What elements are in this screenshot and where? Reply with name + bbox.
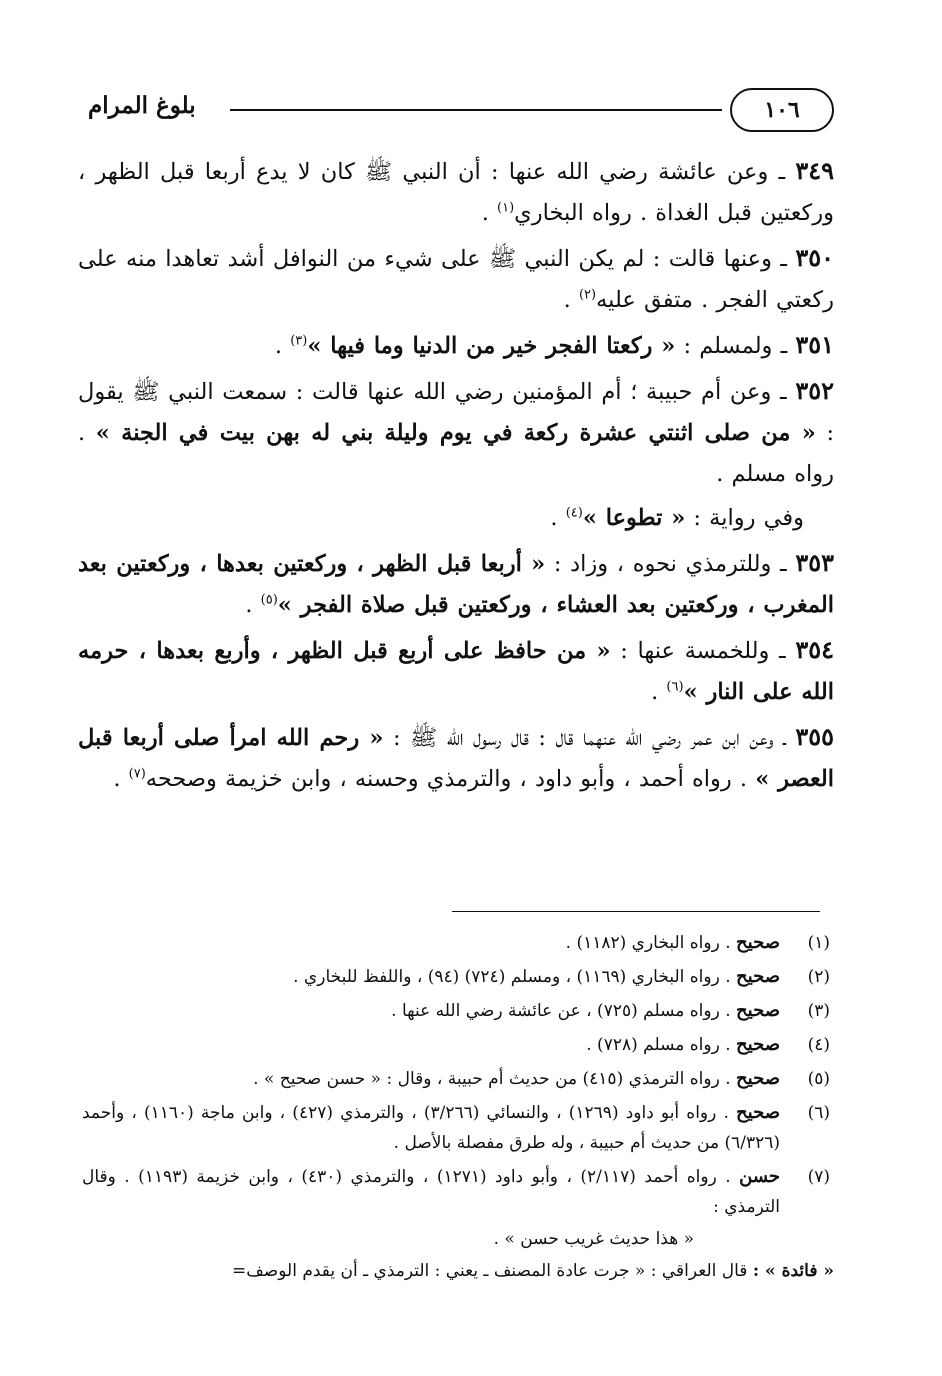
hadith-quote: « رحم الله امرأ صلى أربعا قبل العصر »	[78, 725, 834, 792]
hadith-350: ٣٥٠ ـ وعنها قالت : لم يكن النبي ﷺ على شيء من النوافل أشد تعاهدا منه على ركعتي الفجر . متفق عليه$^{(٢)}$ .	[78, 243, 834, 313]
hadith-suffix: . رواه أحمد ، وأبو داود ، والترمذي وحسنه ، وابن خزيمة وصححه	[145, 766, 748, 792]
hadith-suffix: . رواه مسلم .	[78, 420, 834, 487]
hadith-352-variant: وفي رواية : « تطوعا »$^{(٤)}$ .	[550, 505, 804, 531]
footnote-body: . رواه أبو داود (١٢٦٩) ، والنسائي (٣/٢٦٦) ، والترمذي (٤٢٧) ، وابن ماجة (١١٦٠) ، وأحمد (٦/٣٢٦) من حديث أم حبيبة ، وله طرق مفصلة بالأصل .	[82, 1103, 780, 1153]
hadith-number: ٣٤٩	[795, 156, 834, 185]
footnote-text	[82, 928, 780, 958]
footnote-separator	[452, 911, 820, 912]
hadith-number: ٣٥١	[795, 330, 834, 359]
hadith-body	[78, 150, 834, 803]
hadith-text: ـ وعن عائشة رضي الله عنها : أن النبي ﷺ كان لا يدع أربعا قبل الظهر ، وركعتين قبل الغداة . رواه البخاري	[78, 159, 834, 226]
footnote-number: (٤)	[807, 1035, 830, 1055]
footnote-number: (٥)	[807, 1069, 830, 1089]
footnote-text	[82, 1064, 780, 1094]
footnote-body: . رواه مسلم (٧٢٥) ، عن عائشة رضي الله عنها .	[391, 1001, 731, 1021]
footnote-4	[82, 1030, 834, 1060]
benefit-label: « فائدة » :	[752, 1261, 834, 1281]
footnote-body: . رواه البخاري (١١٦٩) ، ومسلم (٧٢٤) (٩٤) ، واللفظ للبخاري .	[293, 967, 731, 987]
footnote-5	[82, 1064, 834, 1094]
footnote-ref: (٢)	[578, 287, 597, 303]
page-number: ١٠٦	[730, 88, 834, 132]
footnote-6	[82, 1098, 834, 1158]
header-rule	[230, 109, 722, 111]
footnote-2	[82, 962, 834, 992]
footnote-ref: (٣)	[290, 333, 308, 349]
hadith-353: ٣٥٣ ـ وللترمذي نحوه ، وزاد : « أربعا قبل الظهر ، وركعتين بعدها ، وركعتين بعد المغرب ، وركعتين بعد العشاء ، وركعتين قبل صلاة الفجر »$^{(٥)}$ .	[78, 548, 834, 618]
hadith-quote: « من صلى اثنتي عشرة ركعة في يوم وليلة بني له بهن بيت في الجنة »	[95, 420, 816, 446]
footnote-number: (٢)	[807, 967, 830, 987]
footnote-body: . رواه البخاري (١١٨٢) .	[565, 933, 731, 953]
hadith-quote: « من حافظ على أربع قبل الظهر ، وأربع بعدها ، حرمه الله على النار »	[78, 638, 834, 705]
footnote-number: (٣)	[807, 1001, 830, 1021]
hadith-prefix: ـ وللترمذي نحوه ، وزاد :	[553, 551, 787, 577]
footnote-text	[82, 1030, 780, 1060]
hadith-prefix: ـ وللخمسة عنها :	[620, 638, 786, 664]
footnote-number: (٦)	[807, 1103, 830, 1123]
footnote-body: . رواه أحمد (٢/١١٧) ، وأبو داود (١٢٧١) ، والترمذي (٤٣٠) ، وابن خزيمة (١١٩٣) . وقال الترمذي :	[82, 1167, 780, 1217]
footnote-text	[82, 996, 780, 1026]
footnote-grade: صحيح	[736, 932, 780, 953]
benefit-text: قال العراقي : « جرت عادة المصنف ـ يعني : الترمذي ـ أن يقدم الوصف=	[231, 1261, 748, 1281]
hadith-354: ٣٥٤ ـ وللخمسة عنها : « من حافظ على أربع قبل الظهر ، وأربع بعدها ، حرمه الله على النار »$^{(٦)}$ .	[78, 635, 834, 705]
running-title: بلوغ المرام	[88, 92, 196, 119]
footnote-ref: (٥)	[260, 592, 278, 608]
hadith-number: ٣٥٣	[795, 548, 834, 577]
footnote-text	[82, 1162, 780, 1222]
footnote-quote: « هذا حديث غريب حسن » .	[493, 1229, 694, 1249]
variant-quote: « تطوعا »	[582, 505, 686, 531]
footnote-body: . رواه الترمذي (٤١٥) من حديث أم حبيبة ، وقال : « حسن صحيح » .	[253, 1069, 731, 1089]
hadith-text: ـ وعنها قالت : لم يكن النبي ﷺ على شيء من النوافل أشد تعاهدا منه على ركعتي الفجر . متفق عليه	[78, 246, 834, 313]
footnote-grade: صحيح	[736, 1102, 780, 1123]
footnote-grade: صحيح	[736, 1000, 780, 1021]
hadith-number: ٣٥٤	[795, 635, 834, 664]
hadith-prefix: ـ وعن أم حبيبة ؛ أم المؤمنين رضي الله عنها قالت : سمعت النبي ﷺ يقول :	[78, 379, 835, 446]
footnote-7	[82, 1162, 834, 1222]
footnote-number: (٧)	[807, 1167, 830, 1187]
footnote-ref: (١)	[497, 200, 515, 216]
hadith-prefix: ـ ولمسلم :	[683, 333, 788, 359]
footnotes	[82, 928, 834, 1286]
hadith-352	[78, 370, 834, 495]
footnote-grade: صحيح	[736, 1068, 780, 1089]
footnote-3	[82, 996, 834, 1026]
footnote-grade: صحيح	[736, 1034, 780, 1055]
hadith-351: ٣٥١ ـ ولمسلم : « ركعتا الفجر خير من الدنيا وما فيها »$^{(٣)}$ .	[274, 330, 834, 359]
footnote-text	[82, 962, 780, 992]
hadith-349: ٣٤٩ ـ وعن عائشة رضي الله عنها : أن النبي ﷺ كان لا يدع أربعا قبل الظهر ، وركعتين قبل الغداة . رواه البخاري$^{(١)}$ .	[78, 156, 834, 226]
footnote-ref: (٦)	[666, 679, 684, 695]
variant-prefix: وفي رواية :	[693, 505, 804, 531]
footnote-1	[82, 928, 834, 958]
footnote-ref: (٧)	[128, 766, 146, 782]
hadith-355: ٣٥٥ ـ وعن ابن عمر رضي الله عنهما قال : قال رسول الله ﷺ : « رحم الله امرأ صلى أربعا قبل العصر » . رواه أحمد ، وأبو داود ، والترمذي وحسنه ، وابن خزيمة وصححه$^{(٧)}$ .	[78, 722, 834, 792]
footnote-body: . رواه مسلم (٧٢٨) .	[586, 1035, 731, 1055]
hadith-quote: « ركعتا الفجر خير من الدنيا وما فيها »	[307, 333, 676, 359]
page-header	[88, 88, 834, 134]
footnote-grade: صحيح	[736, 966, 780, 987]
hadith-prefix: ـ وعن ابن عمر رضي الله عنهما قال : قال رسول الله ﷺ :	[392, 725, 786, 751]
hadith-number: ٣٥٠	[795, 243, 834, 272]
hadith-number: ٣٥٢	[795, 376, 834, 405]
footnote-ref: (٤)	[565, 505, 583, 521]
footnote-grade: حسن	[739, 1166, 781, 1187]
footnote-number: (١)	[807, 933, 830, 953]
benefit-note	[82, 1256, 834, 1286]
hadith-number: ٣٥٥	[795, 722, 834, 751]
footnote-text	[82, 1098, 780, 1158]
hadith-quote: « أربعا قبل الظهر ، وركعتين بعدها ، وركعتين بعد المغرب ، وركعتين بعد العشاء ، وركعتين قبل صلاة الفجر »	[78, 551, 834, 618]
